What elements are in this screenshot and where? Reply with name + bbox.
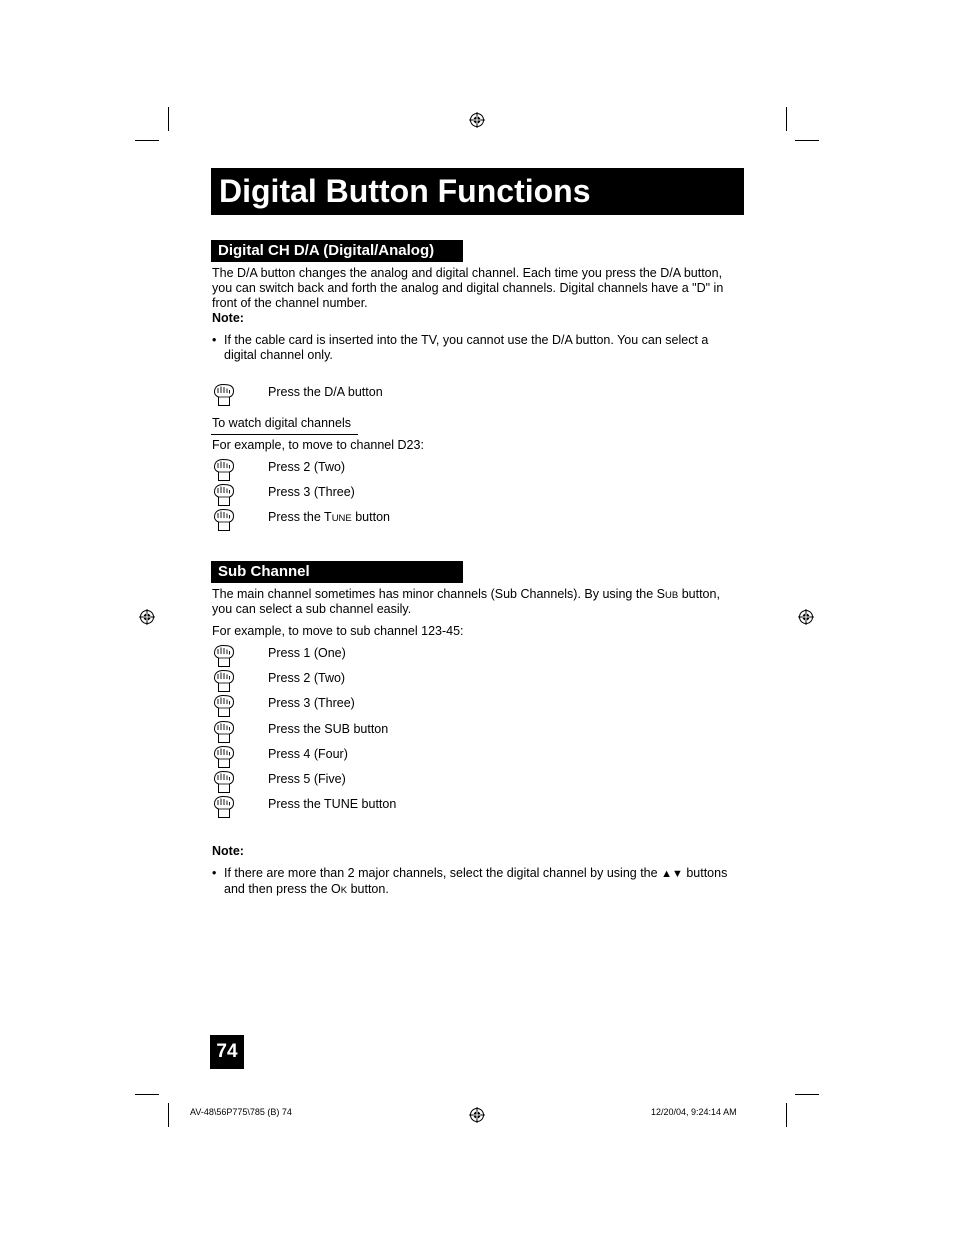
step-item [212, 644, 612, 668]
pointing-hand-icon [212, 720, 236, 744]
paragraph-line: The D/A button changes the analog and digital channel. Each time you press the D/A button, [212, 266, 723, 280]
footer-timestamp: 12/20/04, 9:24:14 AM [651, 1107, 737, 1117]
note-text: If the cable card is inserted into the TV, you cannot use the D/A button. You can select a [224, 333, 709, 347]
paragraph-line: front of the channel number. [212, 296, 368, 310]
crop-mark [786, 107, 787, 131]
pointing-hand-icon [212, 669, 236, 693]
step-text: Press 1 (One) [268, 646, 346, 660]
step-item [212, 383, 612, 407]
up-down-arrows-icon: ▲▼ [661, 868, 683, 880]
step-text: Press 3 (Three) [268, 485, 355, 499]
paragraph-line [212, 587, 737, 603]
pointing-hand-icon [212, 644, 236, 668]
step-item [212, 694, 612, 718]
step-text: Press 2 (Two) [268, 671, 346, 686]
step-item [212, 669, 612, 693]
text-smallcaps: K [340, 885, 348, 896]
pointing-hand-icon [212, 483, 236, 507]
text-part: The main channel sometimes has minor channels (Sub Channels). By using the S [212, 587, 666, 601]
paragraph-line: you can switch back and forth the analog and digital channels. Digital channels have a "D" in [212, 281, 724, 295]
step-text: Press 4 (Four) [268, 746, 348, 761]
pointing-hand-icon [212, 508, 236, 532]
pointing-hand-icon [212, 383, 236, 407]
note-text [224, 866, 737, 882]
divider [211, 434, 358, 435]
step-text: Press the D/A button [268, 385, 383, 399]
step-text: Press the SUB button [268, 721, 389, 736]
text-part: button, [678, 587, 720, 601]
section-heading-digital-ch: Digital CH D/A (Digital/Analog) [211, 240, 463, 262]
crop-mark [135, 1094, 159, 1095]
registration-mark-icon [139, 609, 155, 625]
text-part: buttons [682, 866, 728, 880]
note-bullet [212, 333, 737, 363]
page-title: Digital Button Functions [211, 168, 744, 215]
step-item [212, 720, 612, 744]
note-bullet [212, 866, 737, 898]
registration-mark-icon [798, 609, 814, 625]
crop-mark [168, 107, 169, 131]
pointing-hand-icon [212, 458, 236, 482]
note-label: Note: [212, 844, 244, 858]
step-item [212, 795, 612, 819]
subheading-watch-digital: To watch digital channels [212, 416, 351, 430]
text-smallcaps: UB [665, 590, 679, 601]
step-text: Press 5 (Five) [268, 772, 346, 786]
registration-mark-icon [469, 1107, 485, 1123]
step-item [212, 458, 612, 482]
pointing-hand-icon [212, 745, 236, 769]
bullet-dot: • [212, 866, 217, 880]
crop-mark [168, 1103, 169, 1127]
crop-mark [786, 1103, 787, 1127]
step-item [212, 508, 612, 532]
pointing-hand-icon [212, 770, 236, 794]
step-item [212, 770, 612, 794]
step-text: Press 2 (Two) [268, 460, 346, 474]
page-number: 74 [210, 1035, 244, 1069]
footer-file-info: AV-48\56P775\785 (B) 74 [190, 1107, 292, 1117]
bullet-dot: • [212, 333, 217, 347]
example-text: For example, to move to channel D23: [212, 438, 424, 452]
example-text: For example, to move to sub channel 123-45: [212, 624, 464, 638]
step-text-part: button [351, 510, 390, 524]
text-part: and then press the O [224, 882, 341, 896]
pointing-hand-icon [212, 795, 236, 819]
crop-mark [795, 140, 819, 141]
text-part: If there are more than 2 major channels, select the digital channel by using the [224, 866, 662, 880]
note-label: Note: [212, 311, 244, 325]
text-part: button. [347, 882, 389, 896]
crop-mark [795, 1094, 819, 1095]
step-text [268, 510, 390, 526]
crop-mark [135, 140, 159, 141]
registration-mark-icon [469, 112, 485, 128]
pointing-hand-icon [212, 694, 236, 718]
step-text-smallcaps: UNE [331, 513, 352, 524]
step-text-part: Press the T [268, 510, 332, 524]
paragraph-line: you can select a sub channel easily. [212, 602, 412, 616]
note-text [224, 882, 737, 898]
step-text: Press 3 (Three) [268, 696, 355, 711]
step-item [212, 483, 612, 507]
note-text: digital channel only. [224, 348, 333, 362]
section-heading-sub-channel: Sub Channel [211, 561, 463, 583]
step-text: Press the TUNE button [268, 797, 397, 812]
step-item [212, 745, 612, 769]
